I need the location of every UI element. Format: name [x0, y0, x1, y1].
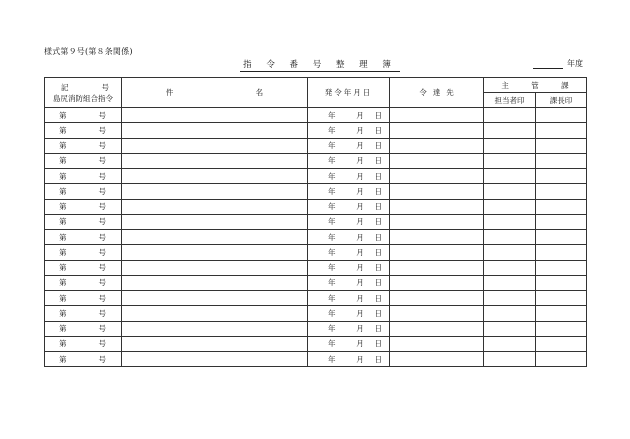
issue-date-cell[interactable]	[308, 321, 390, 336]
table-row	[45, 108, 587, 123]
subject-cell[interactable]	[122, 214, 308, 229]
year-label: 年度	[567, 59, 583, 68]
recipient-cell[interactable]	[390, 245, 484, 260]
row-suffix: 号	[98, 141, 106, 151]
staff-seal-cell[interactable]	[484, 260, 536, 275]
issue-date-header: 発令年月日	[308, 78, 390, 108]
record-number-cell[interactable]	[45, 138, 122, 153]
date-month: 月	[356, 293, 364, 303]
date-month: 月	[356, 324, 364, 334]
staff-seal-cell[interactable]	[484, 123, 536, 138]
date-month: 月	[356, 110, 364, 120]
recipient-cell[interactable]	[390, 306, 484, 321]
subject-cell[interactable]	[122, 275, 308, 290]
chief-seal-cell[interactable]	[536, 230, 587, 245]
table-row	[45, 153, 587, 168]
row-prefix: 第	[59, 354, 67, 364]
record-number-cell[interactable]	[45, 352, 122, 367]
department-header: 主 管 課	[484, 78, 587, 93]
recipient-cell[interactable]	[390, 108, 484, 123]
row-prefix: 第	[59, 202, 67, 212]
date-month: 月	[356, 263, 364, 273]
chief-seal-header: 課長印	[536, 93, 587, 108]
issue-date-cell[interactable]	[308, 199, 390, 214]
issue-date-cell[interactable]	[308, 169, 390, 184]
table-row	[45, 138, 587, 153]
row-prefix: 第	[59, 156, 67, 166]
date-month: 月	[356, 141, 364, 151]
table-row	[45, 184, 587, 199]
date-day: 日	[374, 232, 382, 242]
date-month: 月	[356, 308, 364, 318]
record-header-ki: 記	[61, 82, 69, 92]
table-row	[45, 245, 587, 260]
record-number-cell[interactable]	[45, 123, 122, 138]
row-suffix: 号	[98, 247, 106, 257]
chief-seal-cell[interactable]	[536, 352, 587, 367]
staff-seal-cell[interactable]	[484, 336, 536, 351]
staff-seal-cell[interactable]	[484, 230, 536, 245]
chief-seal-cell[interactable]	[536, 291, 587, 306]
table-row	[45, 306, 587, 321]
date-day: 日	[374, 354, 382, 364]
record-number-cell[interactable]	[45, 291, 122, 306]
row-suffix: 号	[98, 293, 106, 303]
row-suffix: 号	[98, 202, 106, 212]
row-prefix: 第	[59, 247, 67, 257]
chief-seal-cell[interactable]	[536, 199, 587, 214]
staff-seal-cell[interactable]	[484, 153, 536, 168]
date-month: 月	[356, 354, 364, 364]
date-month: 月	[356, 156, 364, 166]
date-month: 月	[356, 339, 364, 349]
recipient-cell[interactable]	[390, 214, 484, 229]
date-day: 日	[374, 308, 382, 318]
issue-date-cell[interactable]	[308, 291, 390, 306]
recipient-cell[interactable]	[390, 352, 484, 367]
issue-date-cell[interactable]	[308, 108, 390, 123]
date-month: 月	[356, 232, 364, 242]
recipient-cell[interactable]	[390, 321, 484, 336]
date-year: 年	[328, 141, 336, 151]
record-number-cell[interactable]	[45, 306, 122, 321]
date-year: 年	[328, 171, 336, 181]
fiscal-year-field	[533, 58, 587, 69]
date-day: 日	[374, 293, 382, 303]
date-year: 年	[328, 354, 336, 364]
form-label: 様式第９号(第８条関係)	[44, 47, 133, 56]
row-prefix: 第	[59, 308, 67, 318]
subject-cell[interactable]	[122, 321, 308, 336]
record-number-cell[interactable]	[45, 275, 122, 290]
register-table	[44, 77, 587, 367]
date-month: 月	[356, 278, 364, 288]
staff-seal-cell[interactable]	[484, 108, 536, 123]
table-row	[45, 352, 587, 367]
issue-date-cell[interactable]	[308, 230, 390, 245]
row-suffix: 号	[98, 232, 106, 242]
table-row	[45, 214, 587, 229]
date-month: 月	[356, 217, 364, 227]
date-day: 日	[374, 263, 382, 273]
table-row	[45, 336, 587, 351]
chief-seal-cell[interactable]	[536, 336, 587, 351]
date-year: 年	[328, 232, 336, 242]
issue-date-cell[interactable]	[308, 245, 390, 260]
row-prefix: 第	[59, 293, 67, 303]
staff-seal-cell[interactable]	[484, 291, 536, 306]
staff-seal-cell[interactable]	[484, 321, 536, 336]
chief-seal-cell[interactable]	[536, 306, 587, 321]
row-suffix: 号	[98, 354, 106, 364]
date-day: 日	[374, 278, 382, 288]
subject-cell[interactable]	[122, 108, 308, 123]
staff-seal-cell[interactable]	[484, 352, 536, 367]
chief-seal-cell[interactable]	[536, 321, 587, 336]
date-year: 年	[328, 156, 336, 166]
row-prefix: 第	[59, 339, 67, 349]
record-number-cell[interactable]	[45, 199, 122, 214]
staff-seal-cell[interactable]	[484, 306, 536, 321]
row-prefix: 第	[59, 186, 67, 196]
recipient-cell[interactable]	[390, 153, 484, 168]
register-rows	[45, 108, 587, 367]
date-year: 年	[328, 202, 336, 212]
subject-cell[interactable]	[122, 352, 308, 367]
row-prefix: 第	[59, 263, 67, 273]
row-prefix: 第	[59, 278, 67, 288]
record-number-cell[interactable]	[45, 169, 122, 184]
date-year: 年	[328, 110, 336, 120]
chief-seal-cell[interactable]	[536, 123, 587, 138]
record-number-cell[interactable]	[45, 184, 122, 199]
staff-seal-cell[interactable]	[484, 275, 536, 290]
issue-date-cell[interactable]	[308, 184, 390, 199]
issue-date-cell[interactable]	[308, 138, 390, 153]
recipient-cell[interactable]	[390, 260, 484, 275]
staff-seal-cell[interactable]	[484, 245, 536, 260]
year-blank-line	[533, 68, 563, 69]
row-suffix: 号	[98, 186, 106, 196]
subject-cell[interactable]	[122, 336, 308, 351]
record-number-cell[interactable]	[45, 260, 122, 275]
row-suffix: 号	[98, 263, 106, 273]
date-year: 年	[328, 247, 336, 257]
date-month: 月	[356, 186, 364, 196]
staff-seal-cell[interactable]	[484, 184, 536, 199]
date-day: 日	[374, 339, 382, 349]
row-prefix: 第	[59, 171, 67, 181]
row-prefix: 第	[59, 217, 67, 227]
recipient-cell[interactable]	[390, 291, 484, 306]
issue-date-cell[interactable]	[308, 336, 390, 351]
subject-cell[interactable]	[122, 138, 308, 153]
recipient-cell[interactable]	[390, 230, 484, 245]
date-day: 日	[374, 186, 382, 196]
record-header-go: 号	[101, 82, 109, 92]
date-day: 日	[374, 202, 382, 212]
recipient-cell[interactable]	[390, 275, 484, 290]
issue-date-cell[interactable]	[308, 123, 390, 138]
row-suffix: 号	[98, 125, 106, 135]
chief-seal-cell[interactable]	[536, 245, 587, 260]
recipient-cell[interactable]	[390, 336, 484, 351]
page-title: 指 令 番 号 整 理 簿	[240, 58, 400, 72]
issue-date-cell[interactable]	[308, 260, 390, 275]
subject-cell[interactable]	[122, 199, 308, 214]
issue-date-cell[interactable]	[308, 306, 390, 321]
subject-header: 件 名	[122, 78, 308, 108]
table-row	[45, 291, 587, 306]
record-number-cell[interactable]	[45, 230, 122, 245]
subject-cell[interactable]	[122, 260, 308, 275]
row-suffix: 号	[98, 110, 106, 120]
date-month: 月	[356, 247, 364, 257]
row-prefix: 第	[59, 141, 67, 151]
record-number-cell[interactable]	[45, 108, 122, 123]
date-year: 年	[328, 339, 336, 349]
record-number-cell[interactable]	[45, 245, 122, 260]
table-row	[45, 199, 587, 214]
table-row	[45, 230, 587, 245]
row-suffix: 号	[98, 217, 106, 227]
recipient-cell[interactable]	[390, 169, 484, 184]
row-suffix: 号	[98, 278, 106, 288]
row-suffix: 号	[98, 308, 106, 318]
staff-seal-cell[interactable]	[484, 138, 536, 153]
chief-seal-cell[interactable]	[536, 153, 587, 168]
date-year: 年	[328, 217, 336, 227]
subject-cell[interactable]	[122, 184, 308, 199]
issue-date-cell[interactable]	[308, 352, 390, 367]
row-prefix: 第	[59, 110, 67, 120]
table-row	[45, 275, 587, 290]
date-year: 年	[328, 125, 336, 135]
chief-seal-cell[interactable]	[536, 260, 587, 275]
recipient-header: 令達先	[390, 78, 484, 108]
chief-seal-cell[interactable]	[536, 108, 587, 123]
date-day: 日	[374, 141, 382, 151]
recipient-cell[interactable]	[390, 138, 484, 153]
date-year: 年	[328, 186, 336, 196]
table-row	[45, 169, 587, 184]
chief-seal-cell[interactable]	[536, 214, 587, 229]
date-year: 年	[328, 308, 336, 318]
subject-cell[interactable]	[122, 245, 308, 260]
chief-seal-cell[interactable]	[536, 184, 587, 199]
date-year: 年	[328, 278, 336, 288]
issue-date-cell[interactable]	[308, 214, 390, 229]
date-day: 日	[374, 125, 382, 135]
record-number-header	[45, 78, 122, 108]
staff-seal-header: 担当者印	[484, 93, 536, 108]
date-day: 日	[374, 247, 382, 257]
date-year: 年	[328, 263, 336, 273]
issue-date-cell[interactable]	[308, 153, 390, 168]
chief-seal-cell[interactable]	[536, 169, 587, 184]
subject-cell[interactable]	[122, 153, 308, 168]
staff-seal-cell[interactable]	[484, 214, 536, 229]
issue-date-cell[interactable]	[308, 275, 390, 290]
date-month: 月	[356, 171, 364, 181]
chief-seal-cell[interactable]	[536, 138, 587, 153]
date-year: 年	[328, 324, 336, 334]
subject-cell[interactable]	[122, 169, 308, 184]
recipient-cell[interactable]	[390, 199, 484, 214]
subject-cell[interactable]	[122, 123, 308, 138]
record-number-cell[interactable]	[45, 321, 122, 336]
chief-seal-cell[interactable]	[536, 275, 587, 290]
staff-seal-cell[interactable]	[484, 199, 536, 214]
row-suffix: 号	[98, 156, 106, 166]
row-prefix: 第	[59, 125, 67, 135]
record-number-cell[interactable]	[45, 153, 122, 168]
row-suffix: 号	[98, 171, 106, 181]
date-day: 日	[374, 156, 382, 166]
recipient-cell[interactable]	[390, 123, 484, 138]
row-suffix: 号	[98, 324, 106, 334]
row-prefix: 第	[59, 232, 67, 242]
date-day: 日	[374, 324, 382, 334]
subject-cell[interactable]	[122, 306, 308, 321]
table-row	[45, 123, 587, 138]
record-number-cell[interactable]	[45, 214, 122, 229]
date-day: 日	[374, 110, 382, 120]
recipient-cell[interactable]	[390, 184, 484, 199]
date-month: 月	[356, 125, 364, 135]
subject-cell[interactable]	[122, 291, 308, 306]
date-month: 月	[356, 202, 364, 212]
record-header-org: 島尻消防組合指令	[53, 93, 113, 103]
date-day: 日	[374, 217, 382, 227]
date-day: 日	[374, 171, 382, 181]
table-row	[45, 260, 587, 275]
subject-cell[interactable]	[122, 230, 308, 245]
staff-seal-cell[interactable]	[484, 169, 536, 184]
record-number-cell[interactable]	[45, 336, 122, 351]
row-prefix: 第	[59, 324, 67, 334]
row-suffix: 号	[98, 339, 106, 349]
table-row	[45, 321, 587, 336]
date-year: 年	[328, 293, 336, 303]
